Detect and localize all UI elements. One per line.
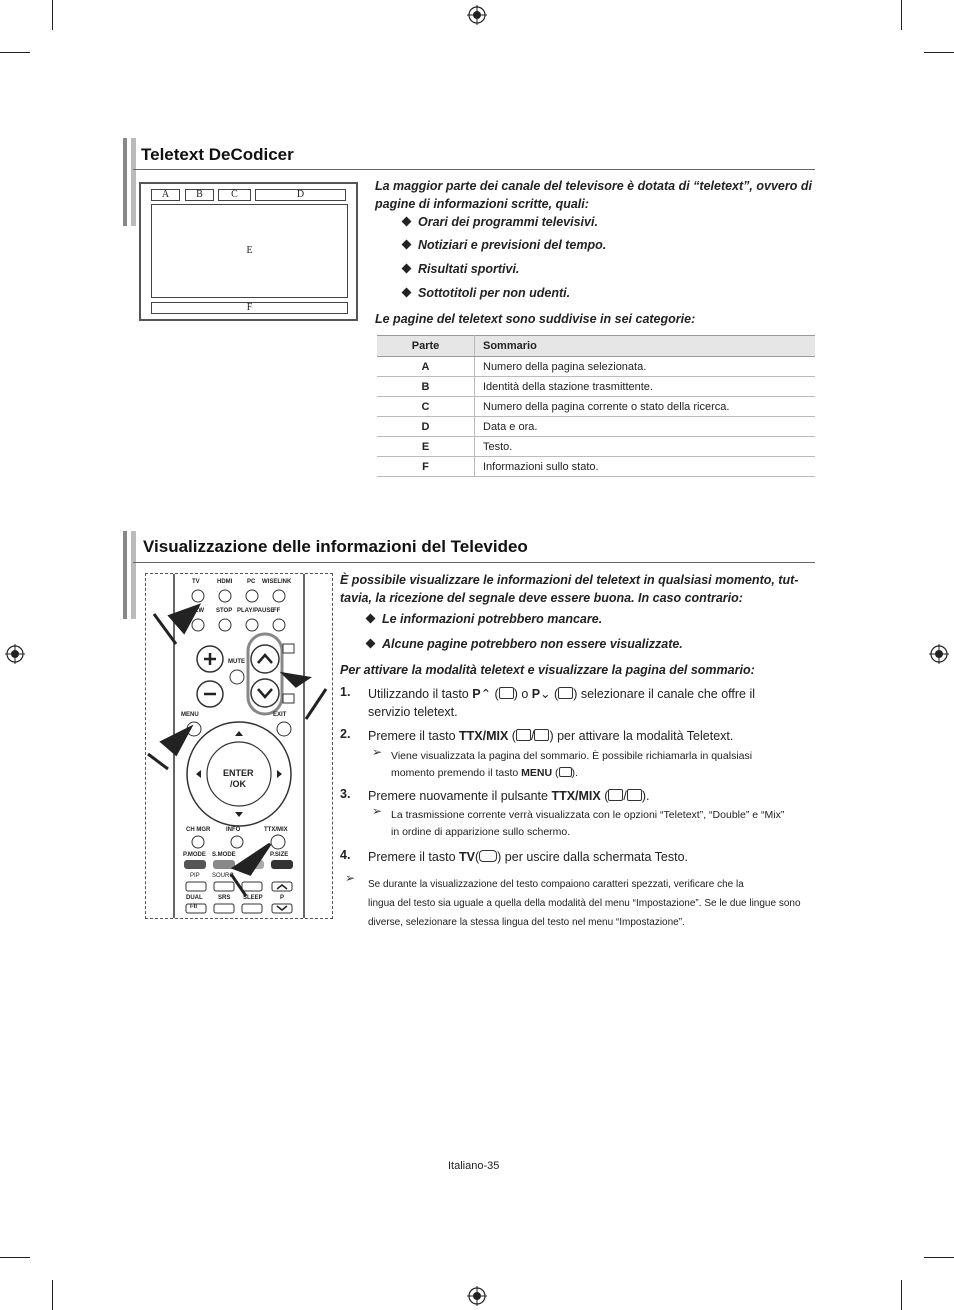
- section-bar: [123, 138, 127, 226]
- step-text: Utilizzando il tasto P⌃ ( ) o P⌄ ( ) selezionare il canale che offre il servizio teletext.: [368, 687, 756, 719]
- menu-icon: [559, 767, 572, 777]
- remote-label-sleep: SLEEP: [243, 895, 263, 901]
- bullet-item: Risultati sportivi.: [403, 262, 519, 276]
- remote-label-pmode: P.MODE: [183, 852, 206, 858]
- step-text: Premere il tasto TV( ) per uscire dalla schermata Testo.: [368, 850, 688, 864]
- remote-label-srs: SRS: [218, 895, 231, 901]
- tv-icon: [479, 850, 497, 862]
- remote-label-chmgr: CH MGR: [186, 827, 211, 833]
- step-number: 2.: [340, 727, 351, 741]
- bullet-item: Sottotitoli per non udenti.: [403, 286, 570, 300]
- final-note: Se durante la visualizzazione del testo compaiono caratteri spezzati, verificare che la lingua del testo sia uguale a quella della modalità del menu “Impostazione”. Se le due lingue sono diverse, selezionare la stessa lingua del testo nel menu “Impostazione”.: [368, 879, 801, 928]
- section-bar: [131, 531, 136, 619]
- remote-label-rew: REW: [190, 608, 204, 614]
- note-arrow-icon: ➢: [372, 745, 383, 759]
- diamond-bullet-icon: [402, 217, 412, 227]
- table-cell: Numero della pagina corrente o stato della ricerca.: [475, 397, 816, 417]
- step-text: Premere il tasto TTX/MIX ( / ) per attivare la modalità Teletext.: [368, 729, 734, 743]
- bullet-item: Le informazioni potrebbero mancare.: [367, 612, 602, 626]
- table-cell: Identità della stazione trasmittente.: [475, 377, 816, 397]
- remote-label-info: INFO: [226, 827, 241, 833]
- diamond-bullet-icon: [402, 288, 412, 298]
- section1-intro: La maggior parte dei canale del televisore è dotata di “teletext”, ovvero di pagine di informazioni scritte, quali:: [375, 179, 812, 211]
- step-text: Premere nuovamente il pulsante TTX/MIX ( / ).: [368, 789, 650, 803]
- diamond-bullet-icon: [366, 614, 376, 624]
- chevron-up-icon: ⌃: [480, 687, 492, 701]
- table-cell: Numero della pagina selezionata.: [475, 357, 816, 377]
- channel-down-icon: [558, 687, 573, 699]
- crop-mark: [52, 1280, 53, 1310]
- step-number: 4.: [340, 848, 351, 862]
- table-header: Parte: [377, 336, 475, 357]
- figure-label-e: E: [151, 204, 348, 298]
- table-cell: D: [377, 417, 475, 437]
- figure-label-c: C: [218, 189, 251, 201]
- table-cell: F: [377, 457, 475, 477]
- diamond-bullet-icon: [402, 240, 412, 250]
- remote-label-source: SOURC: [212, 873, 234, 879]
- registration-mark-icon: [5, 644, 25, 664]
- registration-mark-icon: [467, 1286, 487, 1306]
- table-header: Sommario: [475, 336, 816, 357]
- table-row: [377, 437, 815, 457]
- remote-label-tv: TV: [192, 579, 200, 585]
- remote-control-figure: [145, 573, 333, 919]
- section2-intro: È possibile visualizzare le informazioni del teletext in qualsiasi momento, tut-tavia, la ricezione del segnale deve essere buona. In caso contrario:: [340, 573, 799, 605]
- registration-mark-icon: [929, 644, 949, 664]
- mix-icon: [534, 729, 549, 741]
- table-row: [377, 377, 815, 397]
- note-arrow-icon: ➢: [372, 804, 383, 818]
- section-bar: [131, 138, 136, 226]
- remote-label-menu: MENU: [181, 712, 199, 718]
- section-bar: [123, 531, 127, 619]
- bullet-item: Alcune pagine potrebbero non essere visualizzate.: [367, 637, 683, 651]
- diamond-bullet-icon: [402, 264, 412, 274]
- crop-mark: [901, 0, 902, 30]
- teletext-icon: [516, 729, 531, 741]
- remote-label-smode: S.MODE: [212, 852, 236, 858]
- table-row: [377, 457, 815, 477]
- table-cell: B: [377, 377, 475, 397]
- remote-label-pip: PIP: [190, 873, 200, 879]
- figure-label-a: A: [151, 189, 180, 201]
- teletext-screen-figure: [139, 182, 358, 321]
- teletext-icon: [608, 789, 623, 801]
- section-title: Visualizzazione delle informazioni del Televideo: [143, 537, 528, 556]
- section-rule: [133, 169, 815, 170]
- diamond-bullet-icon: [366, 639, 376, 649]
- table-cell: Data e ora.: [475, 417, 816, 437]
- step-number: 3.: [340, 787, 351, 801]
- remote-label-dual: DUAL: [186, 895, 203, 901]
- activate-intro: Per attivare la modalità teletext e visualizzare la pagina del sommario:: [340, 663, 755, 677]
- crop-mark: [52, 0, 53, 30]
- bullet-item: Orari dei programmi televisivi.: [403, 215, 598, 229]
- remote-label-ttxmix: TTX/MIX: [264, 827, 288, 833]
- table-row: [377, 357, 815, 377]
- remote-label-ok: /OK: [230, 779, 247, 789]
- section-title: Teletext DeCodicer: [141, 145, 294, 164]
- figure-label-d: D: [255, 189, 346, 201]
- table-row: [377, 397, 815, 417]
- page-number: Italiano-35: [448, 1160, 500, 1172]
- crop-mark: [901, 1280, 902, 1310]
- remote-label-wiselink: WISELINK: [262, 579, 292, 585]
- remote-label-dual-sub: I-II: [190, 904, 197, 910]
- remote-label-hdmi: HDMI: [217, 579, 233, 585]
- remote-label-enter: ENTER: [223, 768, 254, 778]
- table-cell: Testo.: [475, 437, 816, 457]
- remote-label-psize: P.SIZE: [270, 852, 289, 858]
- registration-mark-icon: [467, 5, 487, 25]
- categories-intro: Le pagine del teletext sono suddivise in sei categorie:: [375, 312, 696, 326]
- parts-table: [377, 335, 815, 477]
- chevron-down-icon: ⌄: [540, 687, 551, 701]
- remote-label-playpause: PLAY/PAUSE: [237, 608, 275, 614]
- bullet-item: Notiziari e previsioni del tempo.: [403, 238, 606, 252]
- remote-label-p: P: [280, 895, 285, 901]
- table-cell: A: [377, 357, 475, 377]
- table-cell: C: [377, 397, 475, 417]
- crop-mark: [924, 1257, 954, 1258]
- remote-label-pc: PC: [247, 579, 256, 585]
- remote-label-exit: EXIT: [273, 712, 287, 718]
- remote-label-ff: FF: [273, 608, 281, 614]
- table-row: [377, 417, 815, 437]
- channel-up-icon: [499, 687, 514, 699]
- table-cell: E: [377, 437, 475, 457]
- figure-label-b: B: [185, 189, 214, 201]
- table-header-row: [377, 336, 815, 357]
- step-note: Viene visualizzata la pagina del sommario. È possibile richiamarla in qualsiasi momento premendo il tasto MENU ( ).: [391, 750, 753, 779]
- section-rule: [133, 562, 815, 563]
- crop-mark: [0, 1257, 30, 1258]
- table-cell: Informazioni sullo stato.: [475, 457, 816, 477]
- remote-label-stop: STOP: [216, 608, 233, 614]
- step-note: La trasmissione corrente verrà visualizzata con le opzioni “Teletext”, “Double” e “Mix” in ordine di apparizione sullo schermo.: [391, 809, 785, 838]
- crop-mark: [0, 52, 30, 53]
- figure-label-f: F: [151, 302, 348, 314]
- mix-icon: [627, 789, 642, 801]
- remote-control-icon: [146, 574, 332, 918]
- step-number: 1.: [340, 685, 351, 699]
- crop-mark: [924, 52, 954, 53]
- remote-label-mute: MUTE: [228, 659, 245, 665]
- note-arrow-icon: ➢: [345, 871, 356, 885]
